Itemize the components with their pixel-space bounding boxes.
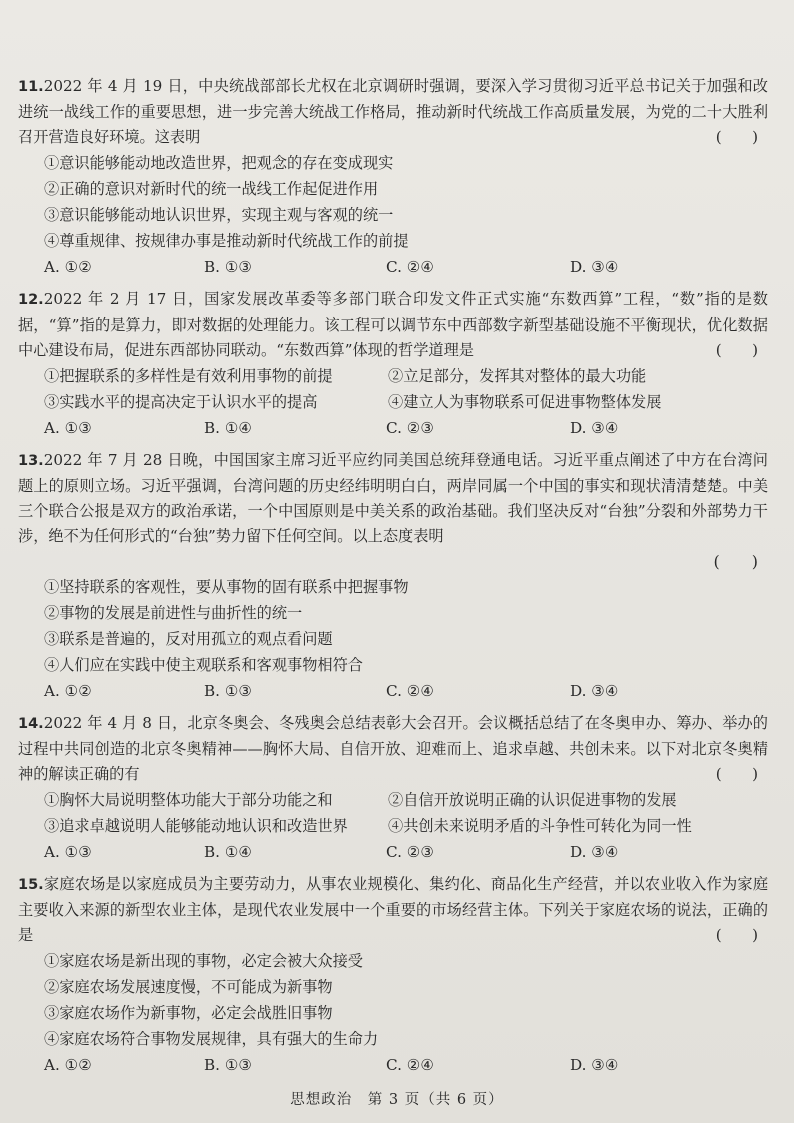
option: ①胸怀大局说明整体功能大于部分功能之和	[44, 791, 333, 809]
choice-c: C. ②③	[386, 843, 434, 861]
answer-blank: ( )	[715, 341, 758, 359]
question-number: 12.	[18, 292, 44, 308]
question-number: 15.	[18, 877, 44, 893]
choice-d: D. ③④	[570, 419, 619, 437]
option: ②自信开放说明正确的认识促进事物的发展	[388, 791, 677, 809]
question-stem	[18, 74, 768, 150]
choice-d: D. ③④	[570, 843, 619, 861]
question-15	[18, 872, 768, 1079]
choice-d: D. ③④	[570, 682, 619, 700]
answer-choices	[18, 678, 768, 705]
option: ③实践水平的提高决定于认识水平的提高	[44, 393, 318, 411]
choice-d: D. ③④	[570, 1056, 619, 1074]
option: ④尊重规律、按规律办事是推动新时代统战工作的前提	[44, 232, 409, 250]
choice-a: A. ①③	[44, 843, 92, 861]
question-number: 13.	[18, 453, 44, 469]
question-stem	[18, 448, 768, 549]
option: ①坚持联系的客观性，要从事物的固有联系中把握事物	[44, 578, 409, 596]
answer-blank: ( )	[715, 765, 758, 783]
question-text: 家庭农场是以家庭成员为主要劳动力，从事农业规模化、集约化、商品化生产经营，并以农业收入作为家庭主要收入来源的新型农业主体，是现代农业发展中一个重要的市场经营主体。下列关于家庭农场的说法，正确的是	[18, 875, 768, 944]
option: ①把握联系的多样性是有效利用事物的前提	[44, 367, 333, 385]
option-row	[18, 787, 768, 813]
question-13	[18, 448, 768, 705]
choice-c: C. ②③	[386, 419, 434, 437]
question-text: 2022 年 4 月 19 日，中央统战部部长尤权在北京调研时强调，要深入学习贯彻习近平总书记关于加强和改进统一战线工作的重要思想，进一步完善大统战工作格局，推动新时代统战工作高质量发展，为党的二十大胜利召开营造良好环境。这表明	[18, 77, 768, 146]
option: ②家庭农场发展速度慢，不可能成为新事物	[44, 978, 333, 996]
answer-blank: ( )	[715, 926, 758, 944]
choice-a: A. ①②	[44, 682, 92, 700]
option: ④共创未来说明矛盾的斗争性可转化为同一性	[388, 817, 692, 835]
answer-blank: ( )	[715, 128, 758, 146]
option: ③追求卓越说明人能够能动地认识和改造世界	[44, 817, 348, 835]
question-text: 2022 年 2 月 17 日，国家发展改革委等多部门联合印发文件正式实施“东数西算”工程，“数”指的是数据，“算”指的是算力，即对数据的处理能力。该工程可以调节东中西部数字新型基础设施不平衡现状，优化数据中心建设布局，促进东西部协同联动。“东数西算”体现的哲学道理是	[18, 290, 768, 359]
question-text: 2022 年 7 月 28 日晚，中国国家主席习近平应约同美国总统拜登通电话。习近平重点阐述了中方在台湾问题上的原则立场。习近平强调，台湾问题的历史经纬明明白白，两岸同属一个中国的事实和现状清清楚楚。中美三个联合公报是双方的政治承诺，一个中国原则是中美关系的政治基础。我们坚决反对“台独”分裂和外部势力干涉，绝不为任何形式的“台独”势力留下任何空间。以上态度表明	[18, 451, 768, 545]
question-stem	[18, 287, 768, 363]
option: ③意识能够能动地认识世界，实现主观与客观的统一	[44, 206, 394, 224]
choice-d: D. ③④	[570, 258, 619, 276]
answer-choices	[18, 1052, 768, 1079]
option-row	[18, 389, 768, 415]
question-14	[18, 711, 768, 866]
answer-blank: ( )	[713, 552, 758, 571]
option-row	[18, 363, 768, 389]
option: ④人们应在实践中使主观联系和客观事物相符合	[44, 656, 363, 674]
question-number: 14.	[18, 716, 44, 732]
option: ③家庭农场作为新事物，必定会战胜旧事物	[44, 1004, 333, 1022]
choice-b: B. ①④	[204, 843, 253, 861]
question-number: 11.	[18, 79, 44, 95]
question-11	[18, 74, 768, 281]
choice-c: C. ②④	[386, 1056, 434, 1074]
choice-c: C. ②④	[386, 682, 434, 700]
question-text: 2022 年 4 月 8 日，北京冬奥会、冬残奥会总结表彰大会召开。会议概括总结了在冬奥申办、筹办、举办的过程中共同创造的北京冬奥精神——胸怀大局、自信开放、迎难而上、追求卓越、共创未来。以下对北京冬奥精神的解读正确的有	[18, 714, 768, 783]
option: ②事物的发展是前进性与曲折性的统一	[44, 604, 303, 622]
choice-b: B. ①③	[204, 1056, 253, 1074]
option: ①意识能够能动地改造世界，把观念的存在变成现实	[44, 154, 394, 172]
answer-choices	[18, 415, 768, 442]
choice-a: A. ①②	[44, 258, 92, 276]
question-stem	[18, 711, 768, 787]
choice-b: B. ①③	[204, 682, 253, 700]
choice-b: B. ①③	[204, 258, 253, 276]
option: ②立足部分，发挥其对整体的最大功能	[388, 367, 647, 385]
answer-choices	[18, 839, 768, 866]
option: ①家庭农场是新出现的事物，必定会被大众接受	[44, 952, 363, 970]
question-stem	[18, 872, 768, 948]
choice-b: B. ①④	[204, 419, 253, 437]
option: ③联系是普遍的，反对用孤立的观点看问题	[44, 630, 333, 648]
question-12	[18, 287, 768, 442]
answer-choices	[18, 254, 768, 281]
option: ④建立人为事物联系可促进事物整体发展	[388, 393, 662, 411]
page-footer: 思想政治 第 3 页（共 6 页）	[290, 1092, 504, 1108]
choice-a: A. ①③	[44, 419, 92, 437]
choice-a: A. ①②	[44, 1056, 92, 1074]
option-row	[18, 813, 768, 839]
option: ②正确的意识对新时代的统一战线工作起促进作用	[44, 180, 379, 198]
option: ④家庭农场符合事物发展规律，具有强大的生命力	[44, 1030, 379, 1048]
choice-c: C. ②④	[386, 258, 434, 276]
